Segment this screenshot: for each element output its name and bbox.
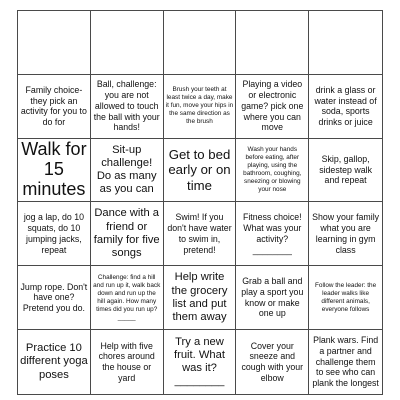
bingo-header-cell <box>18 11 91 75</box>
bingo-cell: Brush your teeth at least twice a day, make it fun, move your hips in the same direction as the brush <box>164 75 237 139</box>
bingo-cell: Grab a ball and play a sport you know or make one up <box>236 266 309 330</box>
bingo-cell: Family choice- they pick an activity for you to do for <box>18 75 91 139</box>
bingo-cell: Sit-up challenge! Do as many as you can <box>91 139 164 203</box>
bingo-cell: Skip, gallop, sidestep walk and repeat <box>309 139 382 203</box>
bingo-cell: Wash your hands before eating, after playing, using the bathroom, coughing, sneezing or blowing your nose <box>236 139 309 203</box>
bingo-cell: Practice 10 different yoga poses <box>18 330 91 394</box>
bingo-cell: Plank wars. Find a partner and challenge them to see who can plank the longest <box>312 335 379 389</box>
bingo-cell: Playing a video or electronic game? pick one where you can move <box>236 75 309 139</box>
bingo-cell: Ball, challenge: you are not allowed to touch the ball with your hands! <box>91 75 164 139</box>
bingo-header-cell <box>164 11 237 75</box>
bingo-cell: Cover your sneeze and cough with your elbow <box>236 330 309 394</box>
bingo-header-cell <box>236 11 309 75</box>
bingo-cell: Help write the grocery list and put them away <box>164 266 237 330</box>
bingo-cell: Jump rope. Don't have one? Pretend you do. <box>18 266 91 330</box>
bingo-header-cell <box>91 11 164 75</box>
bingo-cell: Follow the leader: the leader walks like different animals, everyone follows <box>309 266 382 330</box>
bingo-cell: Dance with a friend or family for five songs <box>91 202 164 266</box>
bingo-cell: Fitness choice! What was your activity? ________ <box>236 202 309 266</box>
bingo-header-cell <box>309 11 382 75</box>
bingo-cell: Walk for 15 minutes <box>18 139 91 203</box>
bingo-board <box>17 10 383 395</box>
bingo-cell: Try a new fruit. What was it? ________ <box>164 330 237 394</box>
bingo-cell: Get to bed early or on time <box>164 139 237 203</box>
bingo-cell: Swim! If you don't have water to swim in, pretend! <box>164 202 237 266</box>
bingo-cell: Challenge: find a hill and run up it, walk back down and run up the hill again. How many times did you run up? _____ <box>91 266 164 330</box>
bingo-cell: Show your family what you are learning in gym class <box>309 202 382 266</box>
bingo-cell: jog a lap, do 10 squats, do 10 jumping jacks, repeat <box>18 202 91 266</box>
bingo-cell: drink a glass or water instead of soda, sports drinks or juice <box>309 75 382 139</box>
bingo-cell: Help with five chores around the house or yard <box>91 330 164 394</box>
